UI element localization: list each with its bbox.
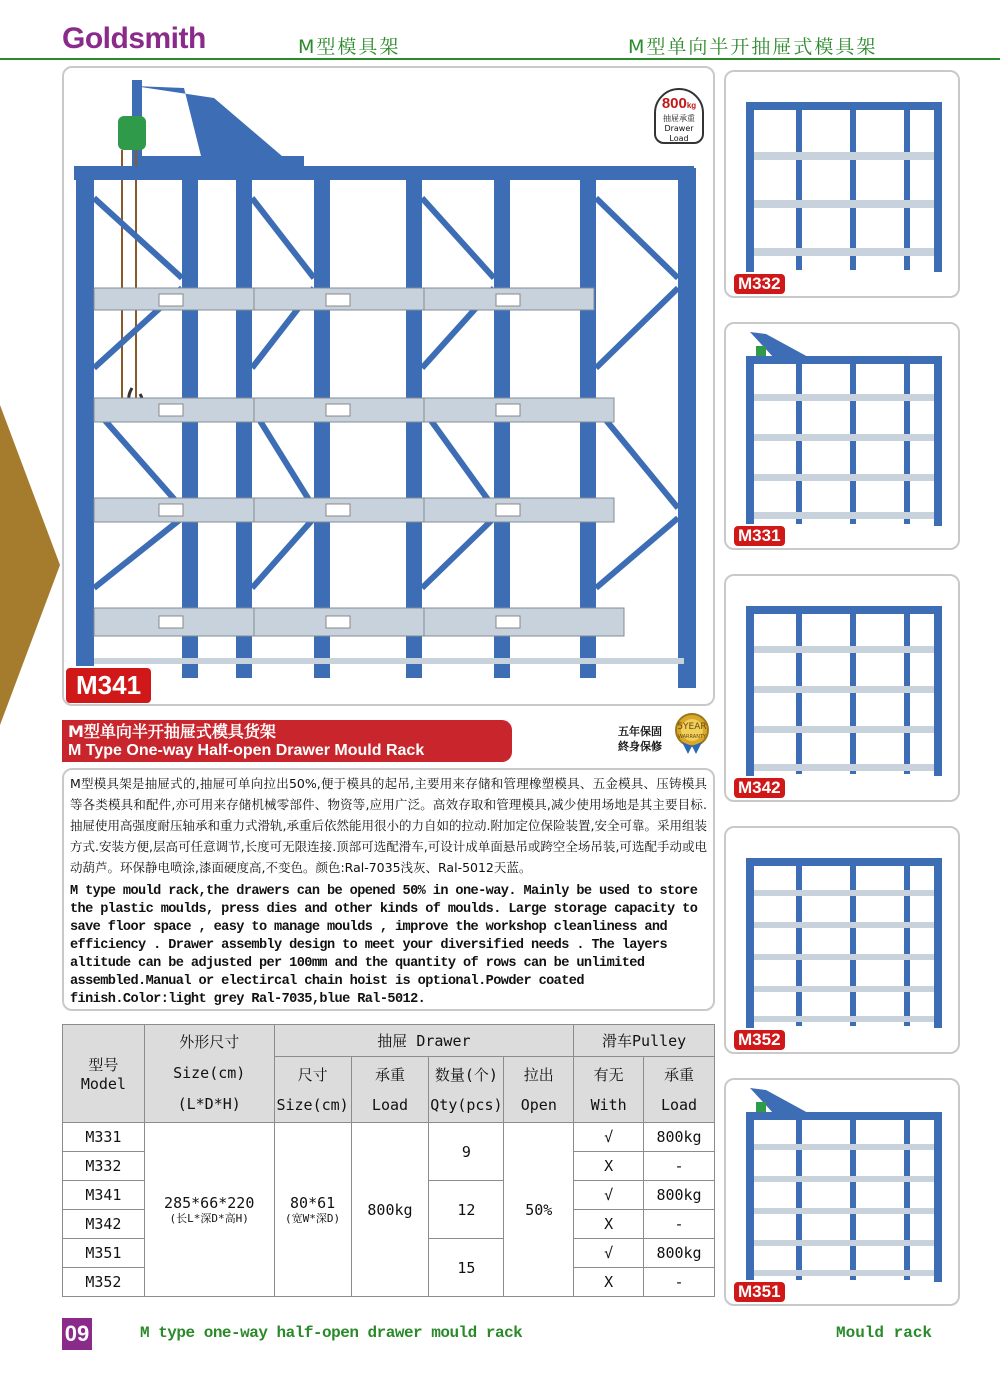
description-box xyxy=(62,768,715,1011)
thumbnail-m352: M352 xyxy=(724,826,960,1054)
drawer-size-cell: 80*61 (宽W*深D) xyxy=(274,1123,351,1297)
thumbnail-m332: M332 xyxy=(724,70,960,298)
side-wedge-decoration xyxy=(0,405,60,725)
thumbnail-m331: M331 xyxy=(724,322,960,550)
warranty-seal-icon xyxy=(672,712,712,754)
col-drawer-qty: 数量(个) Qty(pcs) xyxy=(429,1057,504,1123)
table-row: M341 12 √ 800kg xyxy=(63,1181,715,1210)
qty-cell: 12 xyxy=(429,1181,504,1239)
footer-left-text: M type one-way half-open drawer mould rack xyxy=(140,1324,523,1342)
drawers xyxy=(94,288,624,636)
col-group-drawer: 抽屉 Drawer xyxy=(274,1025,574,1057)
crane-arm xyxy=(132,80,304,170)
header-title: M型单向半开抽屉式模具架 xyxy=(628,36,878,58)
rack-illustration xyxy=(64,68,715,706)
footer-right-text: Mould rack xyxy=(836,1324,933,1342)
page-number: 09 xyxy=(62,1318,92,1350)
product-title-band xyxy=(62,720,512,762)
warranty-text: 五年保固 終身保修 xyxy=(618,725,662,753)
brand-logo: Goldsmith xyxy=(62,22,206,55)
description-cn: M型模具架是抽屉式的,抽屉可单向拉出50%,便于模具的起吊,主要用来存储和管理橡塑模具、五金模具、压铸模具等各类模具和配件,亦可用来存储机械零部件、物资等,应用广泛。高效存取和管理模具,减少使用场地是其主要目标.抽屉使用高强度耐压轴承和重力式滑轨,承重后依然能用很小的力自如的拉动.附加定位保险装置,安全可靠。采用组装方式.安装方便,层高可任意调节,长度可无限连接.顶部可选配滑车,可设计成单面悬吊或跨空全场吊装,可选配手动或电动葫芦。环保静电喷涂,漆面硬度高,不变色。颜色:Ral-7035浅灰、Ral-5012天蓝。 xyxy=(70,776,707,875)
rack-thumb-icon xyxy=(726,576,960,802)
rack-thumb-icon xyxy=(726,828,960,1054)
col-drawer-size: 尺寸 Size(cm) xyxy=(274,1057,351,1123)
col-drawer-load: 承重 Load xyxy=(351,1057,429,1123)
table-row: M331 285*66*220 (长L*深D*高H) 80*61 (宽W*深D) 800kg 9 50% √ 800kg xyxy=(63,1123,715,1152)
svg-text:5YEAR: 5YEAR xyxy=(677,722,707,732)
col-drawer-open: 拉出 Open xyxy=(504,1057,574,1123)
table-row: M351 15 √ 800kg xyxy=(63,1239,715,1268)
svg-text:WARRANTY: WARRANTY xyxy=(677,734,707,740)
drawer-load-cell: 800kg xyxy=(351,1123,429,1297)
main-product-image xyxy=(62,66,715,706)
drawer-load-badge: 800kg 抽屉承重 Drawer Load xyxy=(654,88,704,144)
description-en: M type mould rack,the drawers can be opened 50% in one-way. Mainly be used to store the plastic moulds, press dies and other kinds of moulds. Large storage capacity to save floor space , easy to manage moulds , improve the workshop cleanliness and efficiency . Drawer assembly design to meet your diversified needs . The layers altitude can be adjusted per 100mm and the quantity of rows can be unlimited assembled.Manual or electircal chain hoist is optional.Powder coated finish.Color:light grey Ral-7035,blue Ral-5012. xyxy=(70,884,698,1007)
page-footer xyxy=(0,1318,1000,1376)
header-category: M型模具架 xyxy=(298,36,401,58)
col-model: 型号 Model xyxy=(63,1025,145,1123)
spec-table xyxy=(62,1024,715,1297)
table-row: M332 X - xyxy=(63,1152,715,1181)
product-title-cn: M型单向半开抽屉式模具货架 xyxy=(68,722,276,741)
product-title-en: M Type One-way Half-open Drawer Mould Rack xyxy=(68,742,425,759)
qty-cell: 9 xyxy=(429,1123,504,1181)
header-divider xyxy=(0,58,1000,60)
table-row: M342 X - xyxy=(63,1210,715,1239)
page-header xyxy=(0,0,1000,62)
main-model-tag: M341 xyxy=(64,666,153,705)
col-pulley-load: 承重 Load xyxy=(644,1057,715,1123)
size-cell: 285*66*220 (长L*深D*高H) xyxy=(144,1123,274,1297)
col-pulley-with: 有无 With xyxy=(574,1057,644,1123)
rack-thumb-icon xyxy=(726,324,960,550)
rack-thumb-icon xyxy=(726,1080,960,1306)
thumbnail-m342: M342 xyxy=(724,574,960,802)
qty-cell: 15 xyxy=(429,1239,504,1297)
thumbnail-m351: M351 xyxy=(724,1078,960,1306)
rack-thumb-icon xyxy=(726,72,960,298)
drawer-labels xyxy=(159,294,520,628)
open-cell: 50% xyxy=(504,1123,574,1297)
col-size: 外形尺寸 Size(cm) (L*D*H) xyxy=(144,1025,274,1123)
col-group-pulley: 滑车Pulley xyxy=(574,1025,715,1057)
table-row: M352 X - xyxy=(63,1268,715,1297)
